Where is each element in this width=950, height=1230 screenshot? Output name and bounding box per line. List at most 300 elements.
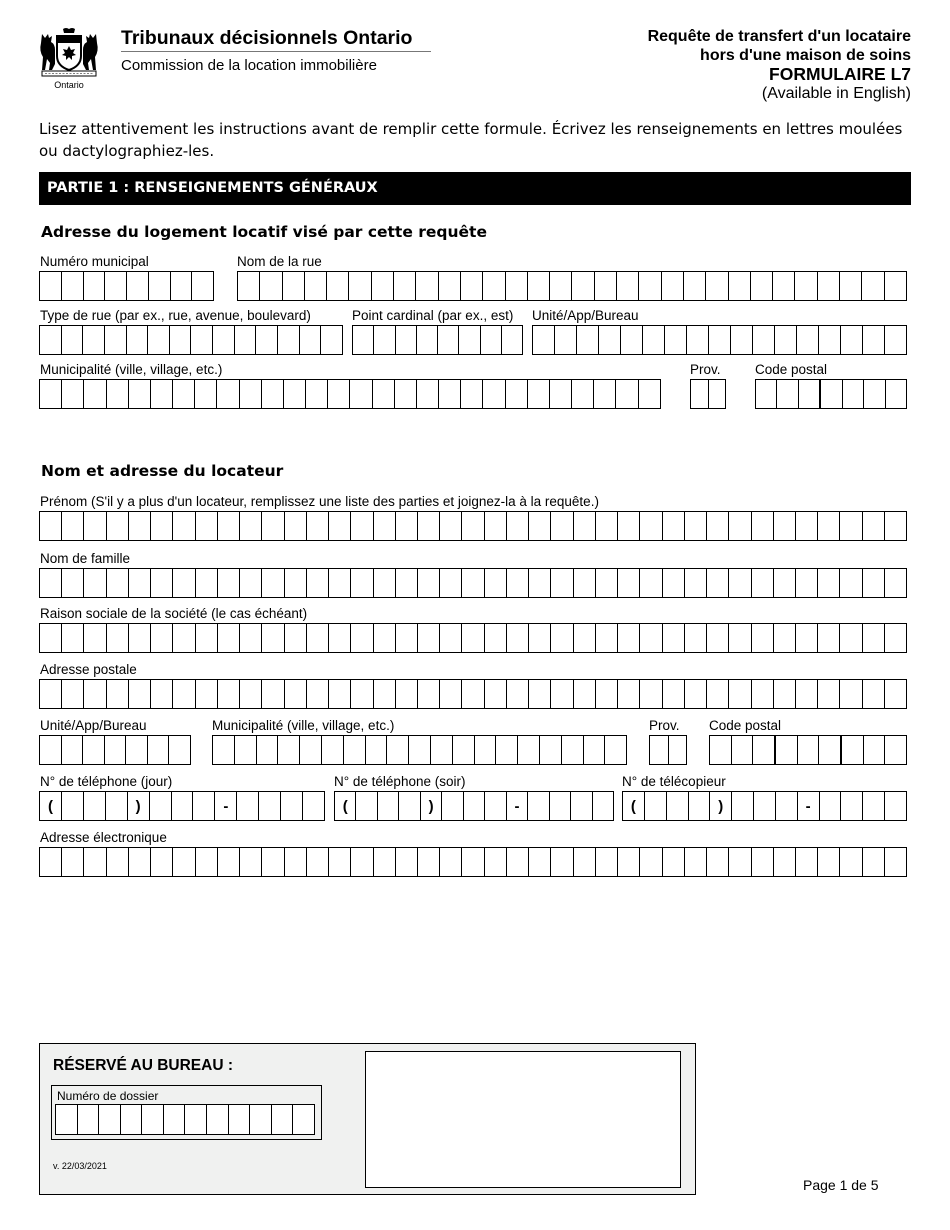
character-cell[interactable] [440, 848, 462, 876]
character-cell[interactable] [196, 848, 218, 876]
character-cell[interactable] [502, 326, 522, 354]
character-cell[interactable] [351, 569, 373, 597]
character-cell[interactable] [171, 272, 193, 300]
character-cell[interactable] [843, 380, 864, 408]
character-cell[interactable] [272, 1105, 294, 1134]
character-cell[interactable] [667, 792, 689, 820]
character-cell[interactable] [485, 848, 507, 876]
landlord-postal-code-input[interactable] [709, 735, 907, 765]
character-cell[interactable] [669, 736, 687, 764]
character-cell[interactable] [529, 624, 551, 652]
character-cell[interactable] [562, 736, 584, 764]
character-cell[interactable] [283, 272, 305, 300]
character-cell[interactable] [105, 272, 127, 300]
character-cell[interactable] [40, 848, 62, 876]
character-cell[interactable] [262, 569, 284, 597]
character-cell[interactable] [574, 680, 596, 708]
character-cell[interactable] [596, 680, 618, 708]
character-cell[interactable] [107, 380, 129, 408]
character-cell[interactable] [374, 512, 396, 540]
character-cell[interactable] [305, 272, 327, 300]
character-cell[interactable] [818, 680, 840, 708]
character-cell[interactable] [418, 680, 440, 708]
character-cell[interactable] [107, 680, 129, 708]
character-cell[interactable] [285, 569, 307, 597]
character-cell[interactable] [240, 848, 262, 876]
character-cell[interactable] [774, 848, 796, 876]
character-cell[interactable] [193, 792, 215, 820]
character-cell[interactable] [300, 736, 322, 764]
character-cell[interactable] [306, 380, 328, 408]
character-cell[interactable] [329, 680, 351, 708]
character-cell[interactable] [796, 569, 818, 597]
character-cell[interactable] [107, 512, 129, 540]
character-cell[interactable] [584, 736, 606, 764]
character-cell[interactable]: - [798, 792, 820, 820]
character-cell[interactable] [378, 792, 399, 820]
character-cell[interactable] [387, 736, 409, 764]
character-cell[interactable] [83, 326, 105, 354]
character-cell[interactable] [507, 512, 529, 540]
character-cell[interactable] [529, 848, 551, 876]
character-cell[interactable] [461, 272, 483, 300]
character-cell[interactable] [300, 326, 322, 354]
character-cell[interactable] [639, 380, 660, 408]
character-cell[interactable] [775, 326, 797, 354]
character-cell[interactable]: - [215, 792, 237, 820]
character-cell[interactable] [440, 569, 462, 597]
character-cell[interactable] [818, 512, 840, 540]
character-cell[interactable] [685, 680, 707, 708]
character-cell[interactable] [307, 512, 329, 540]
character-cell[interactable] [464, 792, 485, 820]
character-cell[interactable] [820, 792, 842, 820]
character-cell[interactable] [483, 380, 505, 408]
character-cell[interactable] [151, 380, 173, 408]
character-cell[interactable] [40, 624, 62, 652]
character-cell[interactable] [344, 736, 366, 764]
character-cell[interactable] [172, 792, 194, 820]
character-cell[interactable] [729, 569, 751, 597]
character-cell[interactable] [729, 848, 751, 876]
character-cell[interactable] [864, 380, 885, 408]
character-cell[interactable] [507, 569, 529, 597]
character-cell[interactable] [596, 512, 618, 540]
landlord-company-input[interactable] [39, 623, 907, 653]
character-cell[interactable] [885, 736, 906, 764]
character-cell[interactable] [594, 380, 616, 408]
character-cell[interactable] [218, 680, 240, 708]
character-cell[interactable] [148, 326, 170, 354]
character-cell[interactable] [752, 624, 774, 652]
character-cell[interactable] [840, 272, 862, 300]
character-cell[interactable] [151, 624, 173, 652]
character-cell[interactable] [192, 272, 213, 300]
character-cell[interactable] [62, 624, 84, 652]
character-cell[interactable] [863, 848, 885, 876]
character-cell[interactable] [238, 272, 260, 300]
character-cell[interactable] [864, 736, 886, 764]
character-cell[interactable] [62, 326, 84, 354]
character-cell[interactable]: ) [710, 792, 732, 820]
character-cell[interactable] [596, 569, 618, 597]
character-cell[interactable] [774, 680, 796, 708]
character-cell[interactable] [885, 848, 906, 876]
character-cell[interactable] [709, 380, 726, 408]
character-cell[interactable] [640, 512, 662, 540]
character-cell[interactable] [842, 736, 864, 764]
character-cell[interactable] [551, 512, 573, 540]
character-cell[interactable] [616, 380, 638, 408]
landlord-municipality-input[interactable] [212, 735, 627, 765]
character-cell[interactable] [396, 326, 417, 354]
character-cell[interactable] [618, 680, 640, 708]
character-cell[interactable] [56, 1105, 78, 1134]
character-cell[interactable] [259, 792, 281, 820]
character-cell[interactable] [173, 380, 195, 408]
character-cell[interactable] [707, 848, 729, 876]
character-cell[interactable] [593, 792, 613, 820]
character-cell[interactable] [756, 380, 777, 408]
character-cell[interactable] [322, 736, 344, 764]
character-cell[interactable] [321, 326, 342, 354]
character-cell[interactable] [551, 680, 573, 708]
character-cell[interactable] [485, 512, 507, 540]
character-cell[interactable] [40, 326, 62, 354]
character-cell[interactable] [496, 736, 518, 764]
character-cell[interactable] [84, 380, 106, 408]
landlord-province-input[interactable] [649, 735, 687, 765]
character-cell[interactable] [753, 736, 776, 764]
character-cell[interactable] [662, 272, 684, 300]
character-cell[interactable] [142, 1105, 164, 1134]
character-cell[interactable] [173, 624, 195, 652]
character-cell[interactable] [351, 848, 373, 876]
character-cell[interactable] [218, 512, 240, 540]
character-cell[interactable] [475, 736, 497, 764]
character-cell[interactable] [795, 272, 817, 300]
character-cell[interactable]: ( [40, 792, 62, 820]
character-cell[interactable] [151, 512, 173, 540]
character-cell[interactable] [307, 848, 329, 876]
character-cell[interactable] [777, 380, 798, 408]
character-cell[interactable]: ( [335, 792, 356, 820]
character-cell[interactable] [754, 792, 776, 820]
character-cell[interactable] [151, 848, 173, 876]
character-cell[interactable] [462, 569, 484, 597]
character-cell[interactable] [818, 624, 840, 652]
character-cell[interactable] [107, 624, 129, 652]
rental-postal-code-input[interactable] [755, 379, 907, 409]
character-cell[interactable] [574, 848, 596, 876]
character-cell[interactable] [418, 569, 440, 597]
character-cell[interactable] [885, 792, 906, 820]
character-cell[interactable] [394, 272, 416, 300]
character-cell[interactable] [262, 624, 284, 652]
character-cell[interactable] [439, 272, 461, 300]
character-cell[interactable] [685, 848, 707, 876]
character-cell[interactable] [685, 569, 707, 597]
character-cell[interactable] [885, 326, 906, 354]
character-cell[interactable] [396, 848, 418, 876]
character-cell[interactable] [416, 272, 438, 300]
character-cell[interactable] [62, 792, 84, 820]
character-cell[interactable] [207, 1105, 229, 1134]
character-cell[interactable] [885, 624, 906, 652]
character-cell[interactable] [262, 848, 284, 876]
character-cell[interactable] [533, 326, 555, 354]
character-cell[interactable] [665, 326, 687, 354]
character-cell[interactable] [409, 736, 431, 764]
character-cell[interactable] [40, 569, 62, 597]
character-cell[interactable] [618, 512, 640, 540]
character-cell[interactable] [574, 624, 596, 652]
character-cell[interactable] [481, 326, 502, 354]
character-cell[interactable] [349, 272, 371, 300]
character-cell[interactable] [40, 736, 62, 764]
character-cell[interactable] [574, 569, 596, 597]
character-cell[interactable] [863, 680, 885, 708]
character-cell[interactable] [431, 736, 453, 764]
character-cell[interactable] [173, 848, 195, 876]
rental-municipality-input[interactable] [39, 379, 661, 409]
character-cell[interactable] [250, 1105, 272, 1134]
character-cell[interactable] [821, 380, 842, 408]
character-cell[interactable] [196, 512, 218, 540]
character-cell[interactable] [774, 569, 796, 597]
character-cell[interactable] [685, 624, 707, 652]
character-cell[interactable] [459, 326, 480, 354]
character-cell[interactable] [462, 512, 484, 540]
rental-street-name-input[interactable] [237, 271, 907, 301]
character-cell[interactable] [151, 569, 173, 597]
character-cell[interactable] [596, 624, 618, 652]
character-cell[interactable] [818, 569, 840, 597]
character-cell[interactable] [550, 792, 571, 820]
character-cell[interactable] [164, 1105, 186, 1134]
character-cell[interactable] [84, 848, 106, 876]
character-cell[interactable] [240, 680, 262, 708]
character-cell[interactable] [213, 326, 235, 354]
character-cell[interactable] [529, 680, 551, 708]
character-cell[interactable] [798, 736, 820, 764]
character-cell[interactable] [506, 272, 528, 300]
character-cell[interactable] [731, 326, 753, 354]
character-cell[interactable] [84, 680, 106, 708]
character-cell[interactable] [218, 624, 240, 652]
character-cell[interactable] [640, 624, 662, 652]
character-cell[interactable] [643, 326, 665, 354]
character-cell[interactable] [540, 736, 562, 764]
character-cell[interactable] [840, 624, 862, 652]
character-cell[interactable] [62, 512, 84, 540]
character-cell[interactable] [555, 326, 577, 354]
character-cell[interactable] [528, 272, 550, 300]
character-cell[interactable] [550, 380, 572, 408]
character-cell[interactable] [285, 680, 307, 708]
character-cell[interactable] [438, 326, 459, 354]
character-cell[interactable] [621, 326, 643, 354]
character-cell[interactable] [418, 512, 440, 540]
character-cell[interactable] [350, 380, 372, 408]
character-cell[interactable] [529, 512, 551, 540]
character-cell[interactable] [462, 680, 484, 708]
character-cell[interactable] [663, 569, 685, 597]
character-cell[interactable] [218, 848, 240, 876]
character-cell[interactable] [707, 512, 729, 540]
character-cell[interactable] [262, 680, 284, 708]
character-cell[interactable] [863, 624, 885, 652]
character-cell[interactable] [684, 272, 706, 300]
character-cell[interactable] [284, 380, 306, 408]
character-cell[interactable] [278, 326, 300, 354]
character-cell[interactable] [237, 792, 259, 820]
landlord-mailing-address-input[interactable] [39, 679, 907, 709]
character-cell[interactable] [170, 326, 192, 354]
character-cell[interactable] [710, 736, 732, 764]
character-cell[interactable] [885, 569, 906, 597]
character-cell[interactable] [329, 624, 351, 652]
character-cell[interactable] [440, 624, 462, 652]
character-cell[interactable] [841, 326, 863, 354]
character-cell[interactable] [819, 326, 841, 354]
rental-direction-input[interactable] [352, 325, 523, 355]
character-cell[interactable] [307, 680, 329, 708]
character-cell[interactable] [689, 792, 711, 820]
character-cell[interactable] [485, 792, 506, 820]
character-cell[interactable] [752, 569, 774, 597]
character-cell[interactable] [293, 1105, 314, 1134]
character-cell[interactable] [595, 272, 617, 300]
character-cell[interactable] [577, 326, 599, 354]
character-cell[interactable] [617, 272, 639, 300]
character-cell[interactable] [240, 512, 262, 540]
character-cell[interactable] [285, 848, 307, 876]
character-cell[interactable] [99, 1105, 121, 1134]
character-cell[interactable] [818, 848, 840, 876]
character-cell[interactable] [599, 326, 621, 354]
character-cell[interactable] [351, 680, 373, 708]
character-cell[interactable] [196, 569, 218, 597]
rental-street-number-input[interactable] [39, 271, 214, 301]
character-cell[interactable] [84, 272, 106, 300]
character-cell[interactable] [796, 624, 818, 652]
character-cell[interactable] [217, 380, 239, 408]
character-cell[interactable] [885, 512, 906, 540]
character-cell[interactable] [327, 272, 349, 300]
character-cell[interactable] [574, 512, 596, 540]
character-cell[interactable] [329, 848, 351, 876]
character-cell[interactable] [78, 1105, 100, 1134]
character-cell[interactable] [129, 512, 151, 540]
character-cell[interactable] [126, 736, 148, 764]
character-cell[interactable] [640, 569, 662, 597]
character-cell[interactable] [483, 272, 505, 300]
character-cell[interactable] [650, 736, 669, 764]
character-cell[interactable] [863, 512, 885, 540]
character-cell[interactable] [149, 272, 171, 300]
character-cell[interactable] [303, 792, 324, 820]
character-cell[interactable] [396, 512, 418, 540]
character-cell[interactable] [796, 680, 818, 708]
character-cell[interactable] [307, 569, 329, 597]
character-cell[interactable] [885, 680, 906, 708]
character-cell[interactable] [374, 326, 395, 354]
character-cell[interactable] [752, 680, 774, 708]
character-cell[interactable] [886, 380, 906, 408]
character-cell[interactable] [618, 569, 640, 597]
character-cell[interactable] [285, 624, 307, 652]
character-cell[interactable] [106, 792, 128, 820]
character-cell[interactable] [840, 512, 862, 540]
character-cell[interactable] [121, 1105, 143, 1134]
character-cell[interactable] [373, 380, 395, 408]
phone-evening-input[interactable] [334, 791, 614, 821]
character-cell[interactable] [257, 736, 279, 764]
character-cell[interactable] [462, 848, 484, 876]
character-cell[interactable] [417, 380, 439, 408]
character-cell[interactable] [528, 380, 550, 408]
character-cell[interactable] [640, 680, 662, 708]
character-cell[interactable] [453, 736, 475, 764]
character-cell[interactable] [618, 848, 640, 876]
character-cell[interactable] [707, 680, 729, 708]
character-cell[interactable] [572, 272, 594, 300]
character-cell[interactable] [105, 736, 127, 764]
character-cell[interactable] [196, 624, 218, 652]
character-cell[interactable] [529, 569, 551, 597]
character-cell[interactable] [732, 736, 754, 764]
character-cell[interactable] [528, 792, 549, 820]
character-cell[interactable] [645, 792, 667, 820]
character-cell[interactable] [640, 848, 662, 876]
character-cell[interactable] [40, 512, 62, 540]
character-cell[interactable] [663, 512, 685, 540]
character-cell[interactable] [129, 380, 151, 408]
character-cell[interactable] [776, 736, 798, 764]
character-cell[interactable] [395, 380, 417, 408]
character-cell[interactable] [356, 792, 377, 820]
character-cell[interactable] [485, 624, 507, 652]
character-cell[interactable] [374, 680, 396, 708]
character-cell[interactable] [797, 326, 819, 354]
character-cell[interactable] [618, 624, 640, 652]
character-cell[interactable] [663, 680, 685, 708]
character-cell[interactable] [663, 848, 685, 876]
character-cell[interactable] [150, 792, 172, 820]
character-cell[interactable] [841, 792, 863, 820]
character-cell[interactable] [62, 848, 84, 876]
character-cell[interactable] [40, 680, 62, 708]
character-cell[interactable] [196, 680, 218, 708]
character-cell[interactable] [374, 569, 396, 597]
character-cell[interactable] [62, 569, 84, 597]
character-cell[interactable] [235, 736, 257, 764]
character-cell[interactable] [485, 569, 507, 597]
character-cell[interactable] [639, 272, 661, 300]
character-cell[interactable] [129, 569, 151, 597]
phone-day-input[interactable] [39, 791, 325, 821]
character-cell[interactable] [107, 569, 129, 597]
character-cell[interactable] [776, 792, 798, 820]
character-cell[interactable] [40, 272, 62, 300]
character-cell[interactable] [213, 736, 235, 764]
character-cell[interactable] [418, 624, 440, 652]
character-cell[interactable] [774, 512, 796, 540]
character-cell[interactable] [329, 569, 351, 597]
character-cell[interactable] [262, 512, 284, 540]
character-cell[interactable] [506, 380, 528, 408]
